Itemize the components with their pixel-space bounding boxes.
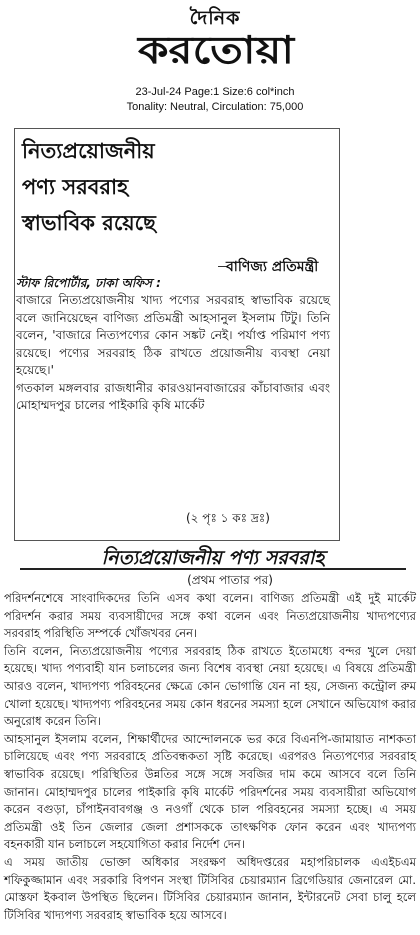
headline-line-3: স্বাভাবিক রয়েছে — [22, 211, 156, 235]
article2-body — [4, 590, 416, 924]
continued-reference: (২ পৃঃ ১ কঃ দ্রঃ) — [186, 511, 270, 525]
article2-paragraph-1: পরিদর্শনশেষে সাংবাদিকদের তিনি এসব কথা বলেন। বাণিজ্য প্রতিমন্ত্রী এই দুই মার্কেট পরিদর্শন করার সময় ব্যবসায়ীদের সঙ্গে কথা বলেন এবং নিত্যপ্রয়োজনীয় খাদ্যপণ্যের সরবরাহ পরিস্থিতি সম্পর্কে খোঁজখবর নেন। — [4, 591, 416, 641]
article1-byline: স্টাফ রিপোর্টার, ঢাকা অফিস : — [16, 276, 161, 290]
article2-paragraph-4: এ সময় জাতীয় ভোক্তা অধিকার সংরক্ষণ অধিদপ্তরের মহাপরিচালক এএইচএম শফিকুজ্জামান এবং সরকারি বিপণন সংস্থা টিসিবির চেয়ারম্যান ব্রিগেডিয়ার জেনারেল মো. মোস্তফা ইকবাল উপস্থিত ছিলেন। টিসিবির চেয়ারম্যান জানান, ইন্টারনেট সেবা চালু হলে টিসিবির খাদ্যপণ্য সরবরাহ স্বাভাবিক হয়ে আসবে। — [4, 854, 416, 922]
article2-headline: নিত্যপ্রয়োজনীয় পণ্য সরবরাহ — [101, 547, 325, 569]
clip-meta-line1: 23-Jul-24 Page:1 Size:6 col*inch — [135, 86, 295, 98]
headline-line-1: নিত্যপ্রয়োজনীয় — [22, 139, 155, 163]
article2-from-page: (প্রথম পাতার পর) — [187, 573, 273, 587]
masthead-small: দৈনিক — [189, 7, 241, 29]
clip-meta-line2: Tonality: Neutral, Circulation: 75,000 — [126, 101, 304, 113]
headline-line-2: পণ্য সরবরাহ — [22, 175, 129, 199]
article1-subhead: বাণিজ্য প্রতিমন্ত্রী — [226, 259, 319, 275]
article1-paragraph-1: বাজারে নিত্যপ্রয়োজনীয় খাদ্য পণ্যের সরবরাহ স্বাভাবিক রয়েছে বলে জানিয়েছেন বাণিজ্য প্রতিমন্ত্রী আহসানুল ইসলাম টিটু। তিনি বলেন, 'বাজারে নিত্যপণ্যের কোন সঙ্কট নেই। পর্যাপ্ত পরিমাণ পণ্য রয়েছে। পণ্যের সরবরাহ ঠিক রাখতে প্রয়োজনীয় ব্যবস্থা নেয়া হয়েছে।' — [16, 293, 330, 377]
article1-body — [16, 292, 330, 415]
article2-paragraph-2: তিনি বলেন, নিত্যপ্রয়োজনীয় পণ্যের সরবরাহ ঠিক রাখতে ইতোমধ্যে বন্দর খুলে দেয়া হয়েছে। খাদ্য পণ্যবাহী যান চলাচলের জন্য বিশেষ ব্যবস্থা নেয়া হয়েছে। এ বিষয়ে প্রতিমন্ত্রী আরও বলেন, খাদ্যপণ্য পরিবহনের ক্ষেত্রে কোন ভোগান্তি যেন না হয়, সেজন্য কন্ট্রোল রুম খোলা হয়েছে। খাদ্যপণ্য পরিবহনের সময় কোন ধরনের সমস্যা হলে সেখানে অভিযোগ করার অনুরোধ করেন তিনি। — [4, 643, 416, 729]
article2-paragraph-3: আহসানুল ইসলাম বলেন, শিক্ষার্থীদের আন্দোলনকে ভর করে বিএনপি-জামায়াত নাশকতা চালিয়েছে এবং পণ্য সরবরাহে প্রতিবন্ধকতা সৃষ্টি করেছে। এরপরও নিত্যপণ্যের সরবরাহ স্বাভাবিক রয়েছে। পরিস্থিতির উন্নতির সঙ্গে সঙ্গে সবজির দাম কমে আসবে বলে তিনি জানান। মোহাম্মদপুর চালের পাইকারি কৃষি মার্কেট পরিদর্শনের সময় ব্যবসায়ীরা অভিযোগ করেন বগুড়া, চাঁপাইনবাবগঞ্জ ও নওগাঁ থেকে চাল পরিবহনের সমস্যা হচ্ছে। এ সময় প্রতিমন্ত্রী ওই তিন জেলার জেলা প্রশাসককে তাৎক্ষণিক ফোন করেন এবং খাদ্যপণ্য বহনকারী যান চলাচলে সহযোগিতা করার নির্দেশ দেন। — [4, 731, 416, 852]
article2-headline-rule — [20, 568, 406, 570]
masthead-logo: করতোয়া — [137, 28, 295, 72]
article1-paragraph-2: গতকাল মঙ্গলবার রাজধানীর কারওয়ানবাজারের কাঁচাবাজার এবং মোহাম্মদপুর চালের পাইকারি কৃষি মার্কেট — [16, 380, 330, 412]
article1-headline — [22, 133, 227, 241]
